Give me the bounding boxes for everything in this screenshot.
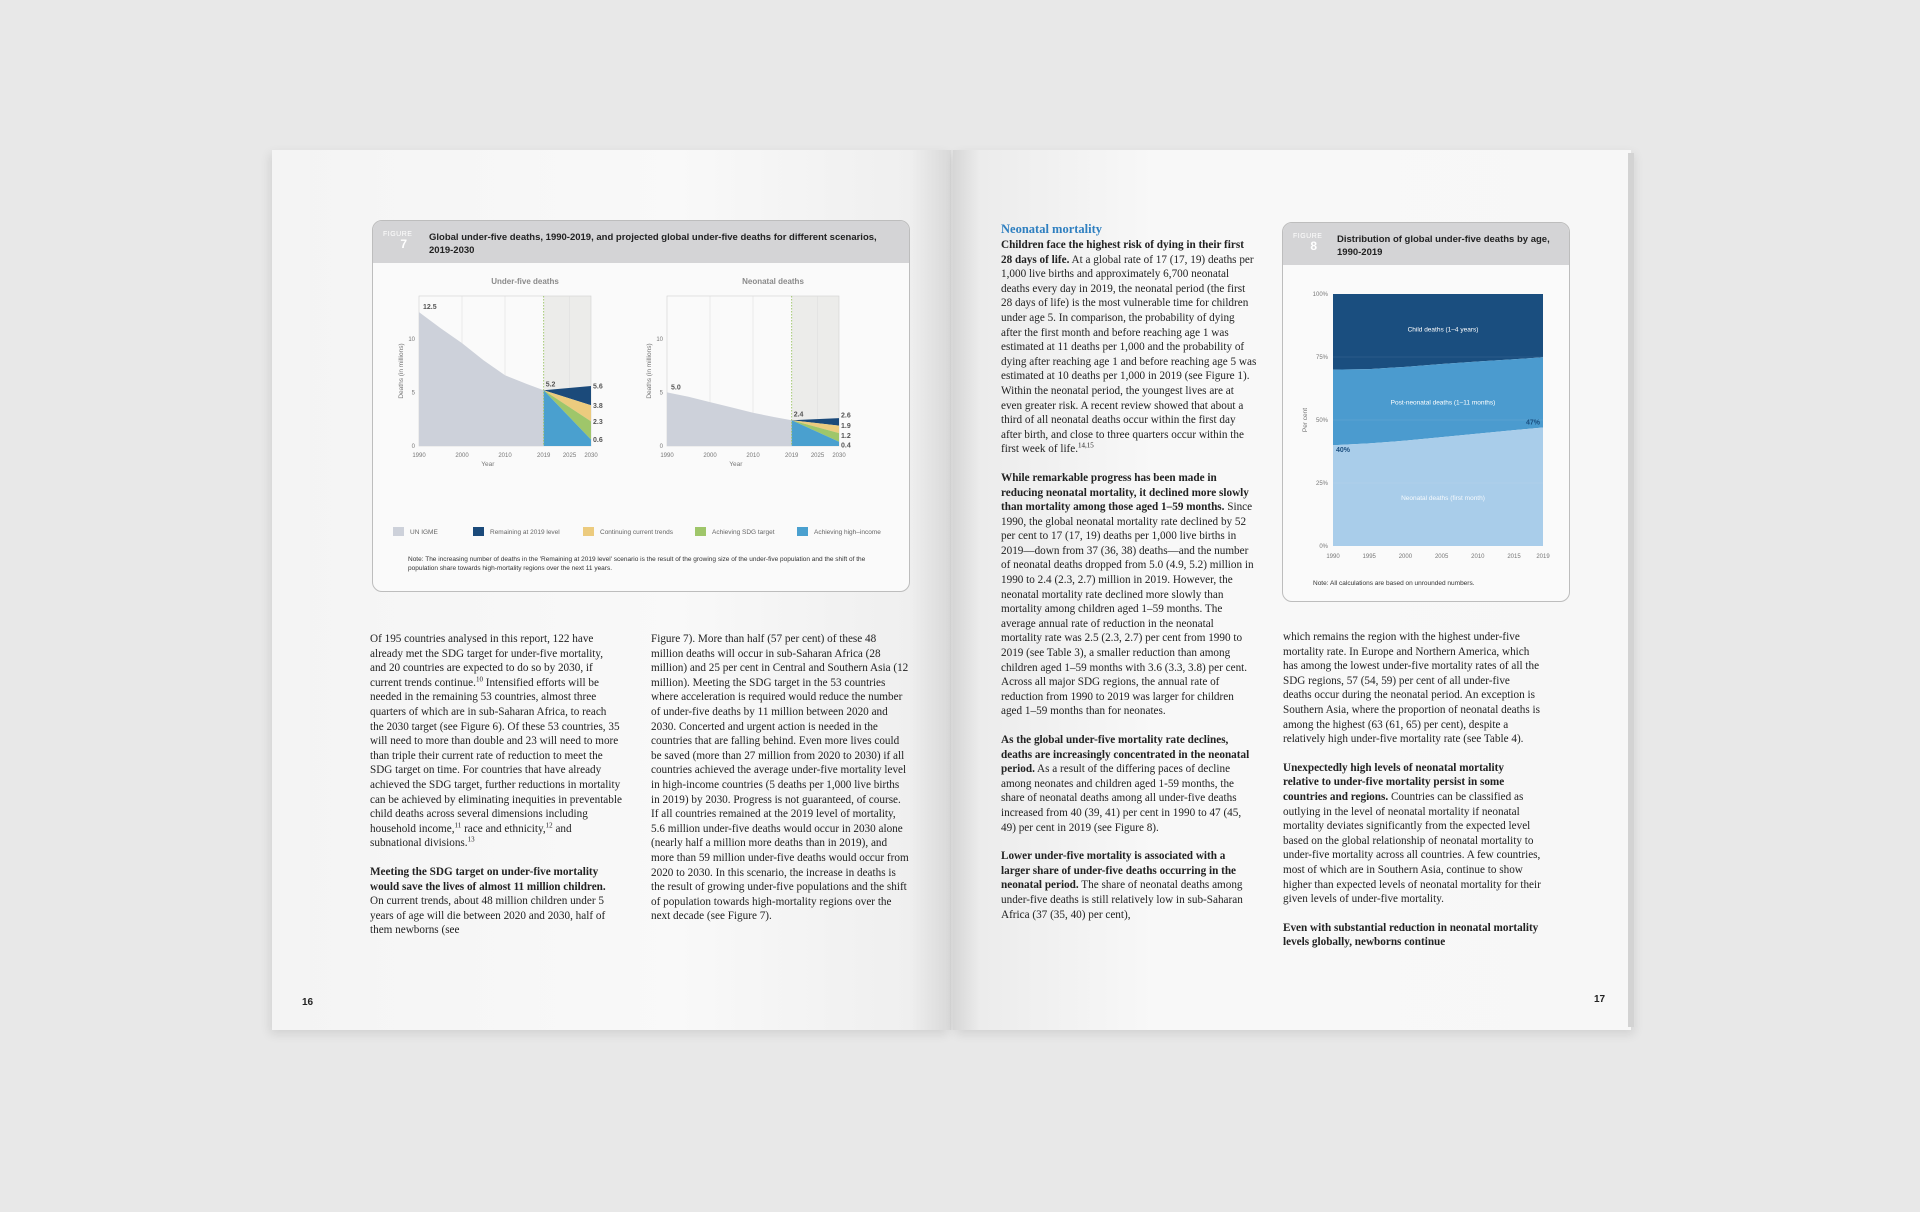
x-tick-label: 1990 <box>660 453 674 459</box>
x-tick-label: 2025 <box>810 453 825 459</box>
paragraph: As the global under-five mortality rate declines, deaths are increasingly concentrated in the neonatal period. As a result of the differing paces of decline among neonates and children aged 1-59 months, the share of neonatal deaths among all under-five deaths increased from 40 (39, 41) per cent in 1990 to 47 (45, 49) per cent in 2019 (see Figure 8). <box>1001 734 1250 834</box>
y-axis-label: Deaths (in millions) <box>646 343 653 399</box>
data-label: 0.4 <box>841 442 851 450</box>
data-label: 3.8 <box>593 402 603 410</box>
x-tick-label: 2010 <box>1471 554 1485 560</box>
figure-word: FIGURE <box>383 231 413 238</box>
figure-7-note: Note: The increasing number of deaths in the 'Remaining at 2019 level' scenario is the result of the growing size of the under-five population and the shift of the population share towards high-mortality regions over the next 11 years. <box>408 556 866 572</box>
paragraph: Children face the highest risk of dying in their first 28 days of life. At a global rate of 17 (17, 19) deaths per 1,000 live births and approximately 6,700 neonatal deaths every day in 2019, the neonatal period (the first 28 days of life) is the most vulnerable time for children under age 5. In comparison, the probability of dying after the first month and before reaching age 1 was estimated at 11 deaths per 1,000 and the probability of dying after reaching age 1 and before reaching age 5 was estimated at 10 deaths per 1,000 in 2019 (see Figure 1). Within the neonatal period, the youngest lives are at even greater risk. A recent review showed that about a third of all neonatal deaths occur within the first day after birth, and close to three quarters occur within the first week of life.$^{14,15}$ <box>1001 239 1257 456</box>
x-tick-label: 2000 <box>455 453 469 459</box>
data-label: 1.9 <box>841 423 851 431</box>
figure-8-chart <box>1283 265 1570 575</box>
paragraph-lead: Meeting the SDG target on under-five mortality would save the lives of almost 11 million children. <box>370 865 606 893</box>
figure-8 <box>1282 222 1570 602</box>
y-tick-label: 0 <box>411 444 415 450</box>
legend-swatch <box>797 527 808 536</box>
legend-label: Remaining at 2019 level <box>490 529 560 536</box>
series-label: Neonatal deaths (first month) <box>1401 495 1485 503</box>
y-axis-label: Deaths (in millions) <box>398 343 405 399</box>
paragraph: which remains the region with the highest under-five mortality rate. In Europe and Northern America, which has among the lowest under-five mortality rates of all the SDG regions, 57 (54, 59) per cent of all under-five deaths occur during the neonatal period. An exception is Southern Asia, where the proportion of neonatal deaths is among the highest (63 (61, 65) per cent), despite a relatively high under-five mortality rate (see Table 4). <box>1283 631 1540 746</box>
series-label: Post-neonatal deaths (1–11 months) <box>1390 399 1496 407</box>
figure-7-title: Global under-five deaths, 1990-2019, and projected global under-five deaths for different scenarios, 2019-2030 <box>429 232 877 256</box>
footnote-ref: 11 <box>454 820 462 829</box>
paragraph-lead: Children face the highest risk of dying in their first 28 days of life. <box>1001 239 1244 266</box>
section-heading: Neonatal mortality <box>1001 222 1103 236</box>
data-label: 2.6 <box>841 412 851 420</box>
y-tick-label: 100% <box>1312 292 1328 298</box>
x-tick-label: 1990 <box>1326 554 1340 560</box>
paragraph: Figure 7). More than half (57 per cent) of these 48 million deaths will occur in sub-Saharan Africa (28 million) and 25 per cent in Central and Southern Asia (12 million). Meeting the SDG target in the 53 countries where acceleration is required would reduce the number of under-five deaths by 11 million between 2020 and 2030. Concerted and urgent action is needed in the countries that are falling behind. Even more lives could be saved (more than 27 million from 2020 to 2030) if all countries achieved the average under-five mortality level in high-income countries (5 deaths per 1,000 live births in 2019) by 2030. Progress is not guaranteed, of course. If all countries remained at the 2019 level of mortality, 5.6 million under-five deaths would occur in 2030 alone (nearly half a million more deaths than in 2019), and more than 59 million under-five deaths would occur from 2020 to 2030. In this scenario, the increase in deaths is the result of growing under-five populations and the shift of population towards high-mortality regions over the next decade (see Figure 7). <box>651 633 909 923</box>
legend-label: Continuing current trends <box>600 529 673 536</box>
y-tick-label: 0 <box>659 444 663 450</box>
legend-label: Achieving high–income <box>814 529 881 536</box>
paragraph: Of 195 countries analysed in this report, 122 have already met the SDG target for under-five mortality, and 20 countries are expected to do so by 2030, if current trends continue.$^{10}$ Intensified efforts will be needed in the remaining 53 countries, almost three quarters of which are in sub-Saharan Africa, to reach the 2030 target (see Figure 6). Of these 53 countries, 35 will need to more than double and 23 will need to more than triple their current rate of reduction to meet the SDG target on time. For countries that have already achieved the SDG target, further reductions in mortality can be achieved by eliminating inequities in preventable child deaths across several dimensions including household income,$^{11}$ race and ethnicity,$^{12}$ and subnational divisions.$^{13}$ <box>370 633 622 850</box>
figure-number: 8 <box>1310 239 1317 253</box>
y-tick-label: 10 <box>656 336 663 343</box>
figure-7 <box>372 220 910 592</box>
x-tick-label: 2019 <box>537 453 551 459</box>
paragraph-lead: While remarkable progress has been made in reducing neonatal mortality, it declined more slowly than mortality among those aged 1–59 months. <box>1001 471 1249 514</box>
x-tick-label: 2019 <box>785 453 799 459</box>
legend-swatch <box>393 527 404 536</box>
data-label: 12.5 <box>423 304 437 312</box>
right-page-edge <box>1628 153 1634 1027</box>
footnote-ref: 13 <box>467 835 475 844</box>
y-tick-label: 25% <box>1315 481 1328 487</box>
data-label: 47% <box>1525 419 1540 427</box>
page-number-right: 17 <box>1594 994 1606 1005</box>
figure-7-charts <box>373 263 910 563</box>
x-tick-label: 2030 <box>832 453 846 459</box>
y-tick-label: 10 <box>408 336 415 343</box>
data-label: 5.6 <box>593 383 603 391</box>
y-tick-label: 0% <box>1319 544 1328 550</box>
legend-swatch <box>583 527 594 536</box>
paragraph: Unexpectedly high levels of neonatal mortality relative to under-five mortality persist in some countries and regions. Countries can be classified as outlying in the level of neonatal mortality if neonatal mortality deviates significantly from the expected level based on the global relationship of neonatal mortality to under-five mortality across all countries. A few countries, most of which are in Southern Asia, continue to show higher than expected levels of neonatal mortality for their given levels of under-five mortality. <box>1283 761 1541 906</box>
paragraph: While remarkable progress has been made in reducing neonatal mortality, it declined more slowly than mortality among those aged 1–59 months. Since 1990, the global neonatal mortality rate declined by 52 per cent to 17 (17, 19) deaths per 1,000 live births in 2019—down from 37 (36, 38) deaths—and the number of neonatal deaths dropped from 5.0 (4.9, 5.2) million in 1990 to 2.4 (2.3, 2.7) million in 2019. However, the neonatal mortality rate declined more slowly than mortality among children aged 1–59 months. The average annual rate of reduction in the neonatal mortality rate was 2.5 (2.3, 2.7) per cent from 1990 to 2019 (see Table 3), a smaller reduction than among children aged 1–59 months with 3.6 (3.3, 3.8) per cent. Across all major SDG regions, the annual rate of reduction from 1990 to 2019 was larger for children aged 1–59 months than for neonates. <box>1001 471 1254 718</box>
figure-7-tag <box>383 231 413 251</box>
data-label: 1.2 <box>841 432 851 440</box>
legend-label: UN IGME <box>410 529 438 536</box>
legend-swatch <box>473 527 484 536</box>
x-tick-label: 2010 <box>498 453 512 459</box>
x-tick-label: 2019 <box>1536 554 1550 560</box>
paragraph-lead: Lower under-five mortality is associated with a larger share of under-five deaths occurring in the neonatal period. <box>1001 850 1237 892</box>
figure-8-title: Distribution of global under-five deaths by age, 1990-2019 <box>1337 234 1550 258</box>
paragraph: Lower under-five mortality is associated with a larger share of under-five deaths occurring in the neonatal period. The share of neonatal deaths among under-five deaths is still relatively low in sub-Saharan Africa (37 (35, 40) per cent), <box>1001 850 1243 921</box>
paragraph-lead: As the global under-five mortality rate declines, deaths are increasingly concentrated in the neonatal period. <box>1001 734 1250 776</box>
x-tick-label: 2000 <box>703 453 717 459</box>
x-axis-label: Year <box>481 461 495 468</box>
data-label: 2.4 <box>793 411 804 419</box>
figure-8-note: Note: All calculations are based on unrounded numbers. <box>1313 580 1475 587</box>
right-column-1 <box>1001 238 1257 936</box>
series-un-igme <box>667 392 792 446</box>
x-tick-label: 2010 <box>746 453 760 459</box>
data-label: 40% <box>1336 447 1351 455</box>
x-tick-label: 2015 <box>1507 554 1521 560</box>
x-tick-label: 1990 <box>412 453 426 459</box>
right-column-2 <box>1283 630 1541 964</box>
x-tick-label: 2000 <box>1398 554 1413 560</box>
paragraph-lead: Even with substantial reduction in neonatal mortality levels globally, newborns continue <box>1283 921 1539 949</box>
x-tick-label: 2025 <box>562 453 577 459</box>
data-label: 5.2 <box>545 381 556 389</box>
data-label: 5.0 <box>671 384 681 392</box>
footnote-ref: 10 <box>475 675 483 684</box>
y-tick-label: 75% <box>1315 355 1328 361</box>
page-number-left: 16 <box>302 997 314 1008</box>
data-label: 2.3 <box>593 418 603 426</box>
legend-label: Achieving SDG target <box>712 529 775 536</box>
left-column-1 <box>370 632 622 952</box>
y-axis-label: Per cent <box>1302 407 1309 433</box>
paragraph-lead: Unexpectedly high levels of neonatal mortality relative to under-five mortality persist in some countries and regions. <box>1283 761 1505 803</box>
series-label: Child deaths (1–4 years) <box>1407 326 1479 334</box>
footnote-ref: 12 <box>545 820 553 829</box>
x-tick-label: 2030 <box>584 453 598 459</box>
series-neonatal-deaths <box>1333 428 1543 546</box>
series-un-igme <box>419 312 544 446</box>
legend-swatch <box>695 527 706 536</box>
footnote-ref: 14,15 <box>1078 441 1094 450</box>
panel2-title: Neonatal deaths <box>742 277 804 286</box>
paragraph <box>1283 921 1541 950</box>
x-tick-label: 1995 <box>1362 554 1376 560</box>
y-tick-label: 50% <box>1315 418 1328 424</box>
figure-word: FIGURE <box>1293 233 1323 240</box>
panel1-title: Under-five deaths <box>491 277 559 286</box>
paragraph: Meeting the SDG target on under-five mortality would save the lives of almost 11 million children. On current trends, about 48 million children under 5 years of age will die between 2020 and 2030, half of them newborns (see <box>370 865 606 937</box>
figure-number: 7 <box>400 237 407 251</box>
y-tick-label: 5 <box>659 390 663 397</box>
x-axis-label: Year <box>729 461 743 468</box>
x-tick-label: 2005 <box>1434 554 1449 560</box>
figure-8-tag <box>1293 233 1323 253</box>
y-tick-label: 5 <box>411 390 415 397</box>
data-label: 0.6 <box>593 437 603 445</box>
left-column-2 <box>651 632 909 938</box>
